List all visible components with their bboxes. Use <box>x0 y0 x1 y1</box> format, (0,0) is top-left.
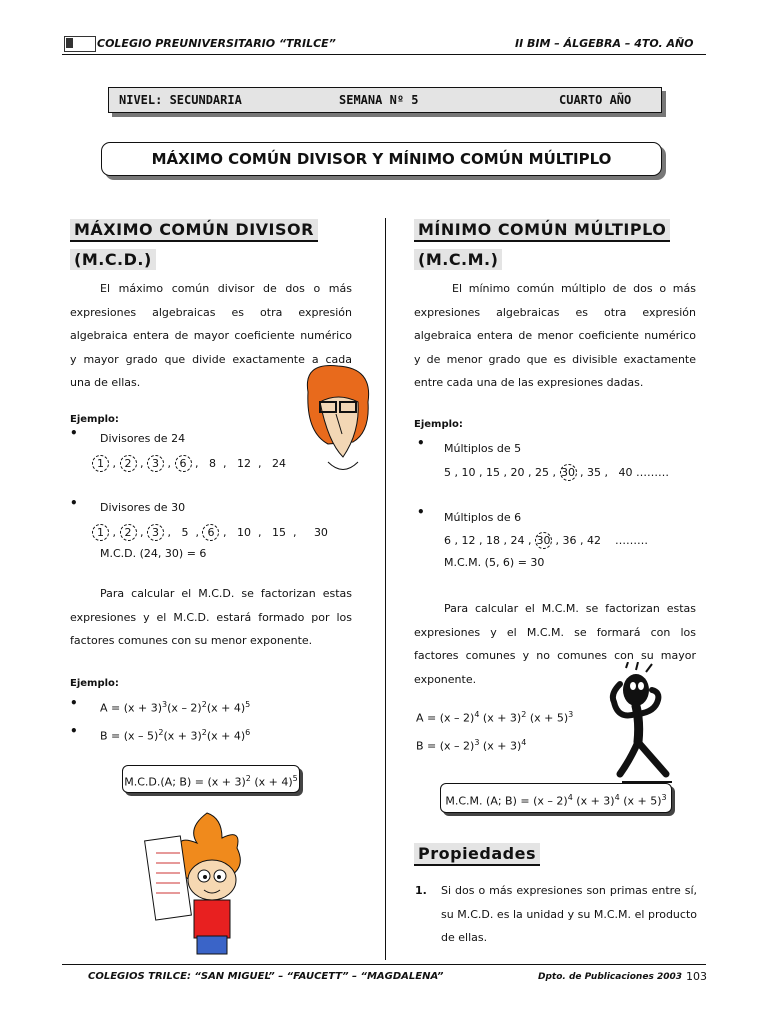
mcm-title: MÍNIMO COMÚN MÚLTIPLO <box>414 219 670 242</box>
div30-item: 5 <box>181 526 189 539</box>
div24-row: 1 , 2 , 3 , 6 , 8 , 12 , 24 <box>92 455 286 472</box>
mult6-item: 12 <box>461 534 476 547</box>
mcm-subtitle: (M.C.M.) <box>414 249 502 270</box>
mult6-item: 42 <box>587 534 601 547</box>
div30-item: 1 <box>92 524 109 541</box>
semana-label: SEMANA Nº 5 <box>339 93 419 107</box>
header-school: COLEGIO PREUNIVERSITARIO “TRILCE” <box>97 37 336 50</box>
grado-label: CUARTO AÑO <box>559 93 632 107</box>
mult5-item: 25 <box>535 466 549 479</box>
propiedades-title: Propiedades <box>414 843 540 866</box>
footer-dpto: Dpto. de Publicaciones 2003 <box>538 972 682 982</box>
ejemplo-label-3: Ejemplo: <box>414 419 463 430</box>
div30-item: 10 <box>236 526 251 539</box>
boy-illustration <box>142 808 272 958</box>
div30-item: 30 <box>313 526 328 539</box>
mult6-item: 36 <box>562 534 577 547</box>
main-title: MÁXIMO COMÚN DIVISOR Y MÍNIMO COMÚN MÚLTIPLO <box>101 142 662 176</box>
header-logo <box>64 36 96 52</box>
mcm-result: M.C.M. (5, 6) = 30 <box>444 556 545 569</box>
mult6-label: Múltiplos de 6 <box>444 511 522 524</box>
mult5-item: 15 <box>486 466 500 479</box>
div30-row: 1 , 2 , 3 , 5 , 6 , 10 , 15 , 30 <box>92 524 328 541</box>
ejemplo-label-1: Ejemplo: <box>70 414 119 425</box>
div24-item: 12 <box>236 457 251 470</box>
mult6-row: 6 , 12 , 18 , 24 , 30 , 36 , 42 ……… <box>444 534 648 547</box>
div24-item: 24 <box>271 457 286 470</box>
mcd-definition-text: El máximo común divisor de dos o más expresiones algebraicas es otra expresión algebraica entera de mayor coeficiente numérico y mayor grado que divide exactamente a cada una de ellas. <box>70 282 352 389</box>
mult5-item: 5 <box>444 466 451 479</box>
mcd-title: MÁXIMO COMÚN DIVISOR <box>70 219 318 242</box>
mcm-rule-text: Para calcular el M.C.M. se factorizan estas expresiones y el M.C.M. se formará con los factores comunes y no comunes con su mayor exponente. <box>414 602 696 686</box>
bullet-2: • <box>70 496 78 510</box>
bullet-6: • <box>417 505 425 519</box>
expr-b-right: B = (x – 2)$^3$ $(x + 3)^4$ <box>416 738 527 753</box>
prop1-text: Si dos o más expresiones son primas entre sí, su M.C.D. es la unidad y su M.C.M. el producto de ellas. <box>441 884 697 944</box>
page-number: 103 <box>686 970 707 983</box>
thinking-figure-illustration <box>600 662 682 784</box>
bullet-4: • <box>70 724 78 738</box>
mcd-result: M.C.D. (24, 30) = 6 <box>100 547 207 560</box>
div24-item: 3 <box>147 455 164 472</box>
mcm-formula-text: M.C.M. (A; B) = (x – 2) <box>445 794 568 808</box>
mcd-rule <box>70 582 352 653</box>
mult6-item: 30 <box>536 534 551 547</box>
div24-item: 8 <box>208 457 216 470</box>
footer-colegios: COLEGIOS TRILCE: “SAN MIGUEL” – “FAUCETT” – “MAGDALENA” <box>88 971 444 982</box>
info-bar <box>108 87 662 113</box>
mcd-rule-text: Para calcular el M.C.D. se factorizan estas expresiones y el M.C.D. estará formado por los factores comunes con su menor exponente. <box>70 587 352 647</box>
mult5-item: 40 ……… <box>618 466 669 479</box>
mult6-item: 24 <box>510 534 525 547</box>
mult5-label: Múltiplos de 5 <box>444 442 522 455</box>
expr-a-right: A = (x – 2)$^4$ $(x + 3)^2$ $(x + 5)^3$ <box>416 710 574 725</box>
div24-item: 2 <box>120 455 137 472</box>
book-icon <box>66 38 73 48</box>
column-divider <box>385 218 386 960</box>
div24-label: Divisores de 24 <box>100 432 186 445</box>
mult5-item: 20 <box>510 466 525 479</box>
header-course: II BIM – ÁLGEBRA – 4TO. AÑO <box>515 37 694 50</box>
teacher-illustration <box>298 362 378 480</box>
div24-item: 6 <box>175 455 192 472</box>
mcd-formula-box: M.C.D.(A; $B) = (x + 3)^2$ $(x + 4)^5$ <box>122 765 300 793</box>
div30-label: Divisores de 30 <box>100 501 186 514</box>
mult6-item: ……… <box>615 534 648 547</box>
bullet-1: • <box>70 426 78 440</box>
mcd-subtitle: (M.C.D.) <box>70 249 156 270</box>
mcm-formula-box: M.C.M. (A; B) = (x – 2)$^4$ $(x + 3)^4$ $(x + 5)^3$ <box>440 783 672 813</box>
expr-b-left: $B = (x - 5)^2(x + 3)^2(x + 4)^6$ <box>100 728 251 743</box>
div30-item: 2 <box>120 524 137 541</box>
footer-rule <box>62 964 706 965</box>
ejemplo-label-2: Ejemplo: <box>70 678 119 689</box>
mult5-item: 10 <box>461 466 476 479</box>
div30-item: 6 <box>202 524 219 541</box>
div30-item: 15 <box>271 526 286 539</box>
prop1-number: 1. <box>415 884 427 897</box>
nivel-label: NIVEL: SECUNDARIA <box>119 93 242 107</box>
div24-item: 1 <box>92 455 109 472</box>
mult5-item: 30 <box>561 466 575 479</box>
bullet-3: • <box>70 696 78 710</box>
div30-item: 3 <box>147 524 164 541</box>
mult5-row: 5 , 10 , 15 , 20 , 25 , 30 , 35 , 40 ……… <box>444 466 669 479</box>
mcd-formula-text: M.C.D.(A; B) = (x + 3) <box>124 775 246 789</box>
mcm-definition-text: El mínimo común múltiplo de dos o más expresiones algebraicas es otra expresión algebraica entera de menor coeficiente numérico y de menor grado que es divisible exactamente entre cada una de las expresiones dadas. <box>414 282 696 389</box>
prop1 <box>441 879 697 950</box>
mult5-item: 35 <box>587 466 601 479</box>
mult6-item: 6 <box>444 534 451 547</box>
bullet-5: • <box>417 436 425 450</box>
header-rule <box>62 54 706 55</box>
mcm-definition <box>414 277 696 395</box>
mult6-item: 18 <box>486 534 500 547</box>
expr-a-left: $A = (x + 3)^3(x - 2)^2(x + 4)^5$ <box>100 700 251 715</box>
